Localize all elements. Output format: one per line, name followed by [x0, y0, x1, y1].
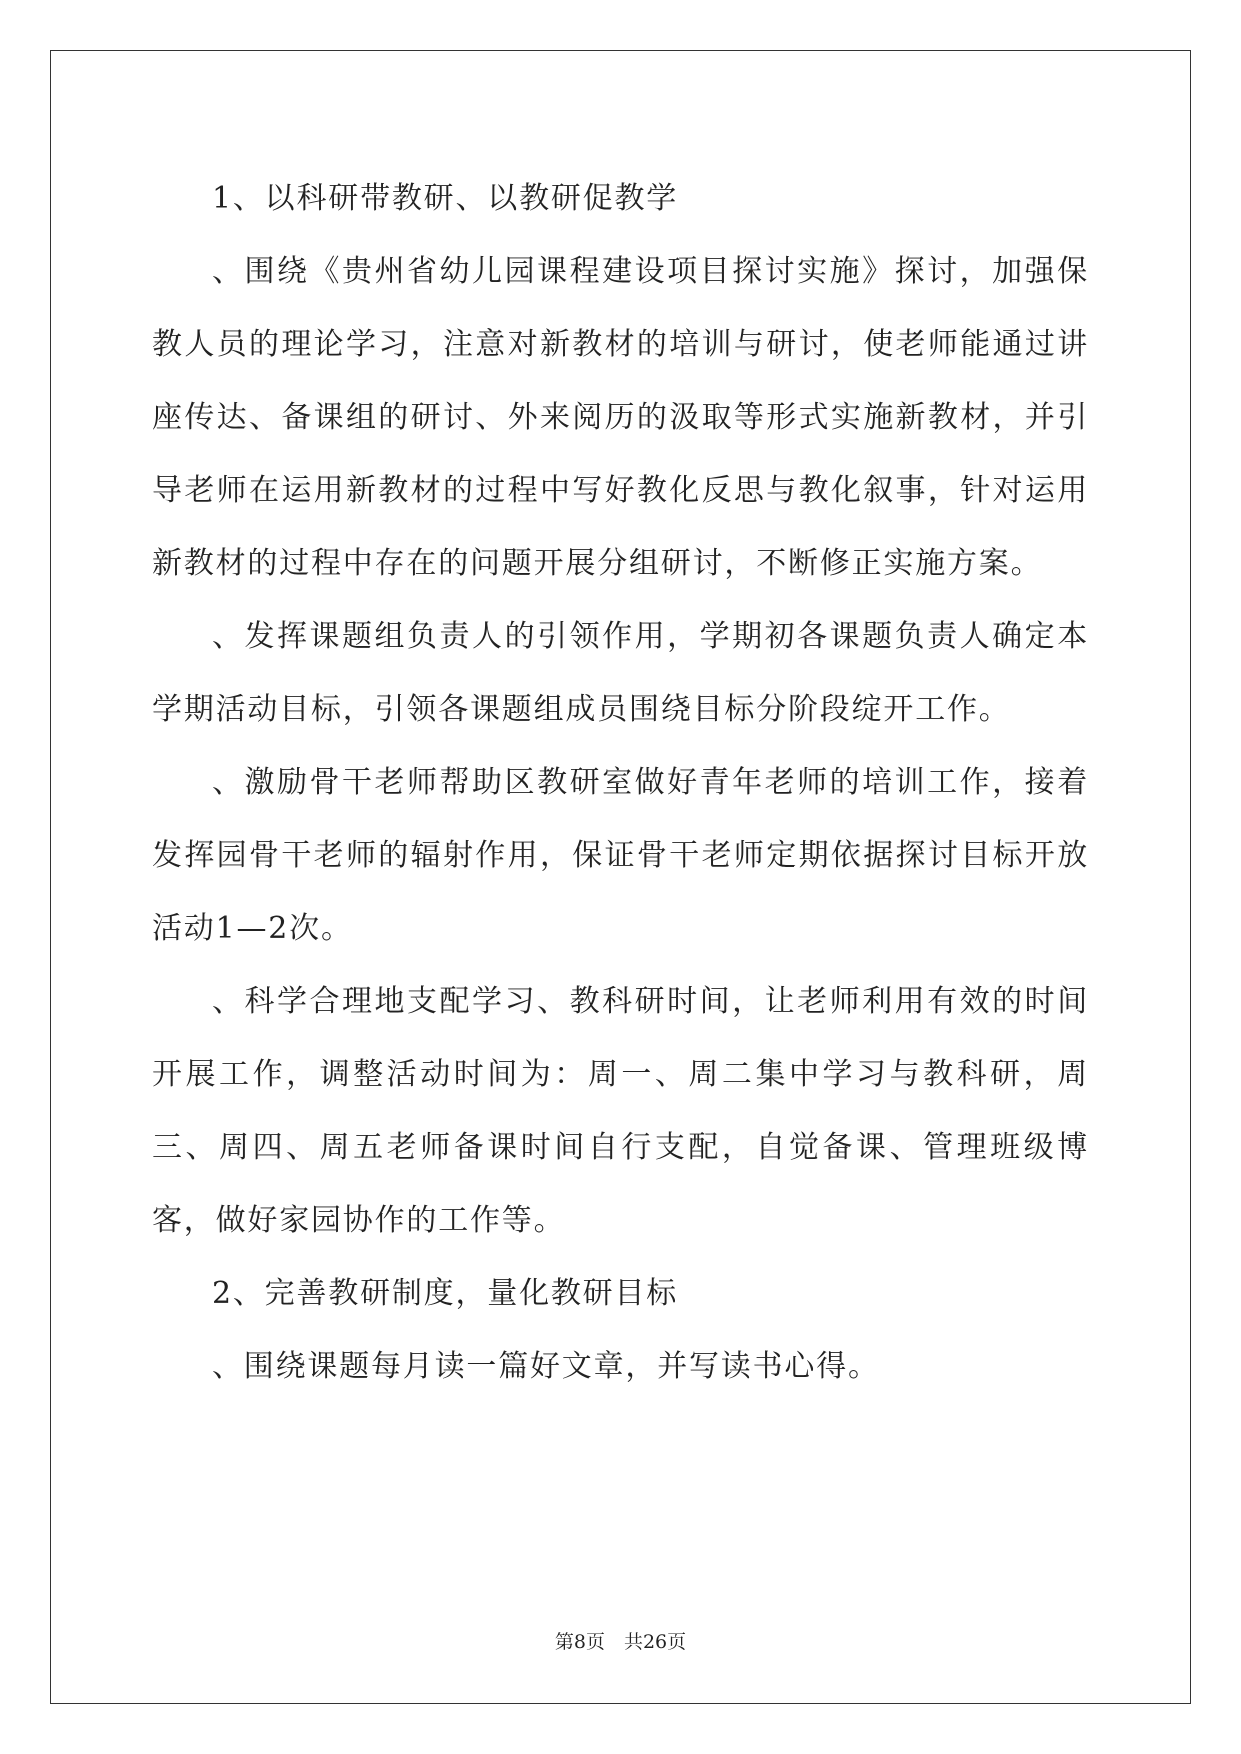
paragraph: 、围绕《贵州省幼儿园课程建设项目探讨实施》探讨，加强保教人员的理论学习，注意对新教材的培训与研讨，使老师能通过讲座传达、备课组的研讨、外来阅历的汲取等形式实施新教材，并引导老师在运用新教材的过程中写好教化反思与教化叙事，针对运用新教材的过程中存在的问题开展分组研讨，不断修正实施方案。: [152, 254, 1089, 581]
paragraph: 、围绕课题每月读一篇好文章，并写读书心得。: [212, 1349, 880, 1384]
paragraph: 、发挥课题组负责人的引领作用，学期初各课题负责人确定本学期活动目标，引领各课题组成员围绕目标分阶段绽开工作。: [152, 619, 1089, 727]
paragraph: 、激励骨干老师帮助区教研室做好青年老师的培训工作，接着发挥园骨干老师的辐射作用，保证骨干老师定期依据探讨目标开放活动1—2次。: [152, 765, 1089, 946]
document-body: [152, 162, 1089, 1403]
paragraph: 、科学合理地支配学习、教科研时间，让老师利用有效的时间开展工作，调整活动时间为：周一、周二集中学习与教科研，周三、周四、周五老师备课时间自行支配，自觉备课、管理班级博客，做好家园协作的工作等。: [152, 984, 1089, 1238]
section-heading-2: 2、完善教研制度，量化教研目标: [212, 1276, 679, 1311]
section-heading-1: 1、以科研带教研、以教研促教学: [212, 181, 679, 216]
page-footer: 第8页 共26页: [554, 1631, 687, 1653]
